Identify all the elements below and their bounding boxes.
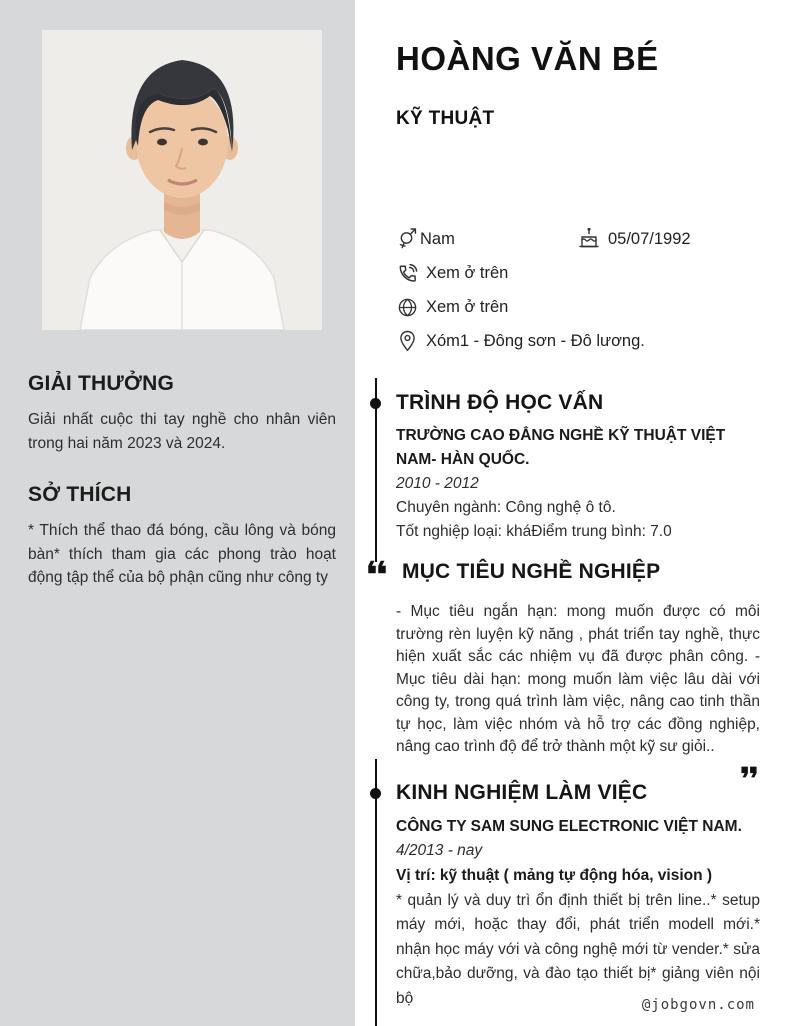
- education-section: [396, 391, 760, 544]
- quote-open-icon: [358, 552, 396, 587]
- education-grade: Tốt nghiệp loại: kháĐiểm trung bình: 7.0: [396, 523, 672, 540]
- candidate-name: HOÀNG VĂN BÉ: [396, 40, 659, 77]
- school-name: TRƯỜNG CAO ĐẲNG NGHỀ KỸ THUẬT VIỆT NAM- HÀN QUỐC.: [396, 427, 726, 468]
- candidate-job-title: KỸ THUẬT: [396, 108, 495, 129]
- hobbies-heading: SỞ THÍCH: [28, 483, 132, 506]
- education-body: [396, 424, 760, 544]
- hobbies-text: * Thích thể thao đá bóng, cầu lông và bóng bàn* thích tham gia các phong trào hoạt động tập thể của bộ phận cũng như công ty: [28, 522, 336, 586]
- profile-photo-illustration: [42, 30, 322, 330]
- awards-section: [28, 372, 336, 455]
- experience-section: [396, 781, 760, 1012]
- site-watermark: @jobgovn.com: [641, 997, 755, 1013]
- objective-section: [396, 560, 760, 785]
- gender-icon: [396, 228, 418, 250]
- awards-text: Giải nhất cuộc thi tay nghề cho nhân viên trong hai năm 2023 và 2024.: [28, 411, 336, 452]
- objective-heading: MỤC TIÊU NGHỀ NGHIỆP: [402, 560, 661, 583]
- address-value: Xóm1 - Đông sơn - Đô lương.: [426, 331, 645, 350]
- experience-period: 4/2013 - nay: [396, 841, 483, 859]
- location-pin-icon: [396, 330, 418, 352]
- main-column: [355, 0, 790, 1026]
- timeline-line: [375, 759, 377, 1026]
- education-major: Chuyên ngành: Công nghệ ô tô.: [396, 499, 616, 516]
- profile-photo: [42, 30, 322, 330]
- gender-value: Nam: [420, 229, 455, 248]
- phone-value: Xem ở trên: [426, 263, 509, 282]
- address-field: [396, 330, 645, 352]
- phone-icon: [396, 262, 418, 284]
- sidebar-content: [0, 330, 355, 590]
- globe-icon: [396, 296, 418, 318]
- birthday-value: 05/07/1992: [608, 229, 691, 248]
- birthday-cake-icon: [578, 228, 600, 250]
- sidebar: [0, 0, 355, 1026]
- awards-heading: GIẢI THƯỞNG: [28, 372, 175, 395]
- education-period: 2010 - 2012: [396, 475, 479, 492]
- hobbies-section: [28, 483, 336, 590]
- experience-heading: KINH NGHIỆM LÀM VIỆC: [396, 780, 648, 804]
- objective-header: [396, 560, 760, 587]
- phone-field: [396, 262, 508, 284]
- website-value: Xem ở trên: [426, 297, 509, 316]
- experience-position: Vị trí: kỹ thuật ( mảng tự động hóa, vision ): [396, 866, 713, 884]
- timeline-bullet-icon: [370, 788, 381, 799]
- objective-text: - Mục tiêu ngắn hạn: mong muốn được có môi trường rèn luyện kỹ năng , phát triển tay nghề, thực hiện xuất sắc các nhiệm vụ đã được phân công. - Mục tiêu dài hạn: mong muốn làm việc lâu dài với công ty, trong quá trình làm việc, nâng cao tinh thần tự học, làm việc nhóm và hỗ trợ các đồng nghiệp, nâng cao trình độ để trở thành một kỹ sư giỏi..: [396, 603, 760, 755]
- education-heading: TRÌNH ĐỘ HỌC VẤN: [396, 391, 604, 414]
- timeline-bullet-icon: [370, 398, 381, 409]
- info-row-gender-birthday: [396, 228, 760, 250]
- info-row-phone: [396, 262, 760, 284]
- birthday-field: [578, 228, 691, 250]
- personal-info: [396, 228, 760, 352]
- experience-body: [396, 815, 760, 1012]
- info-row-website: [396, 296, 760, 318]
- company-name: CÔNG TY SAM SUNG ELECTRONIC VIỆT NAM.: [396, 817, 742, 835]
- gender-field: [396, 228, 578, 250]
- info-row-address: [396, 330, 760, 352]
- experience-details: * quản lý và duy trì ổn định thiết bị trên line..* setup máy mới, hoặc thay đổi, phát triển modell mới.* nhận học máy với và công nghệ mới từ vender.* sửa chữa,bảo dưỡng, và đào tạo thiết bị* giảng viên nội bộ: [396, 891, 760, 1007]
- website-field: [396, 296, 508, 318]
